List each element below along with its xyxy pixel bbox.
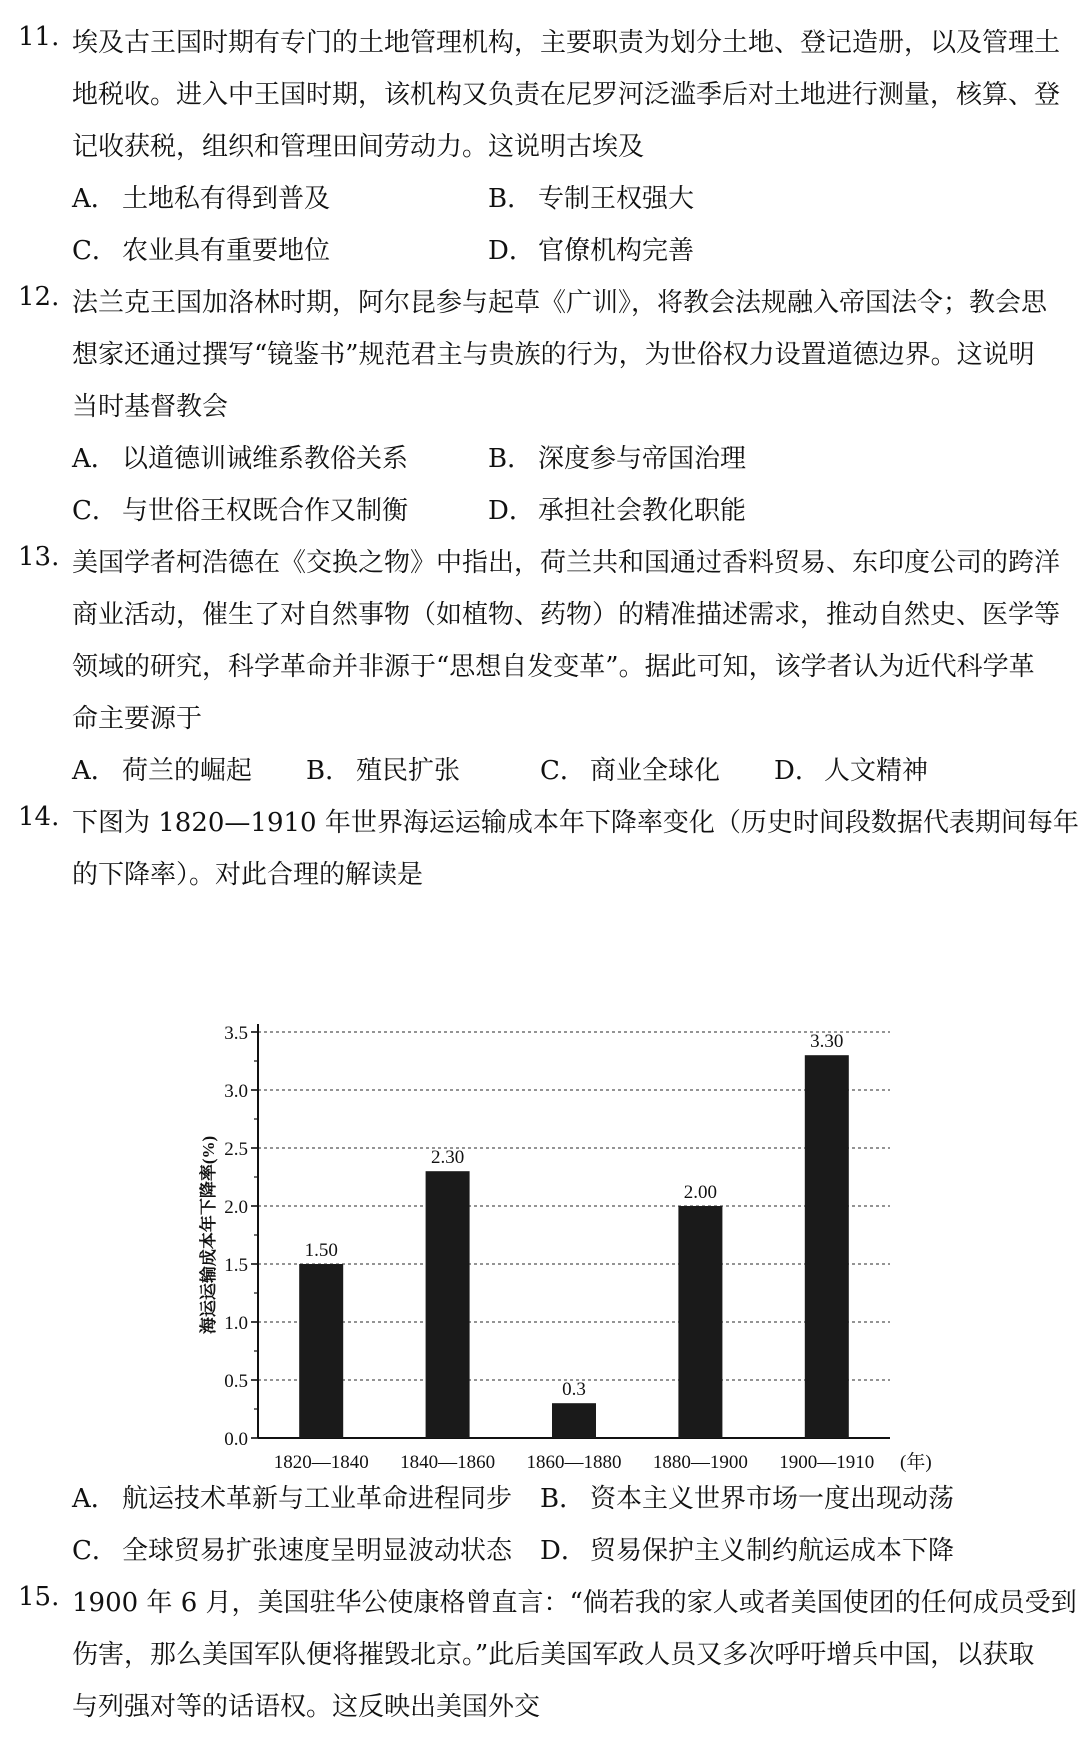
question-stem-line: 与列强对等的话语权。这反映出美国外交: [72, 1692, 541, 1722]
question-stem-line: 1900 年 6 月，美国驻华公使康格曾直言：“倘若我的家人或者美国使团的任何成员受到: [72, 1588, 1077, 1618]
question-stem-line: 命主要源于: [72, 704, 203, 734]
option-c[interactable]: [72, 230, 330, 267]
option-label: D．: [774, 756, 821, 786]
option-d[interactable]: [774, 750, 928, 787]
option-a[interactable]: [72, 1478, 512, 1515]
x-tick-label: 1900—1910: [779, 1452, 875, 1473]
option-label: B．: [540, 1484, 586, 1514]
option-c[interactable]: [72, 1530, 512, 1567]
option-label: B．: [306, 756, 352, 786]
y-tick-label: 0.0: [224, 1429, 248, 1450]
question-number: 15.: [18, 1582, 60, 1612]
option-text: 航运技术革新与工业革命进程同步: [122, 1484, 513, 1514]
option-a[interactable]: [72, 438, 408, 475]
bar-value-label: 0.3: [562, 1379, 586, 1401]
option-label: D．: [488, 236, 535, 266]
question-stem-line: 记收获税，组织和管理田间劳动力。这说明古埃及: [72, 132, 645, 162]
option-d[interactable]: [540, 1530, 954, 1567]
y-axis-title: 海运运输成本年下降率(%): [199, 1135, 218, 1335]
option-text: 人文精神: [824, 756, 929, 786]
y-tick-label: 3.5: [224, 1023, 248, 1044]
option-b[interactable]: [488, 438, 746, 475]
question-number: 14.: [18, 802, 60, 832]
option-b[interactable]: [540, 1478, 954, 1515]
bar: [805, 1055, 849, 1438]
y-tick-label: 0.5: [224, 1371, 248, 1392]
option-text: 专制王权强大: [538, 184, 695, 214]
y-tick-label: 1.5: [224, 1255, 248, 1276]
option-text: 土地私有得到普及: [122, 184, 331, 214]
option-text: 全球贸易扩张速度呈明显波动状态: [122, 1536, 513, 1566]
option-label: C．: [72, 1536, 118, 1566]
option-label: C．: [72, 496, 118, 526]
question-stem-line: 商业活动，催生了对自然事物（如植物、药物）的精准描述需求，推动自然史、医学等: [72, 600, 1061, 630]
x-tick-label: 1880—1900: [652, 1452, 748, 1473]
option-label: D．: [488, 496, 535, 526]
option-c[interactable]: [540, 750, 720, 787]
option-b[interactable]: [306, 750, 460, 787]
option-d[interactable]: [488, 490, 746, 527]
option-text: 官僚机构完善: [538, 236, 695, 266]
option-a[interactable]: [72, 178, 330, 215]
bar-value-label: 2.30: [430, 1147, 465, 1169]
question-stem-line: 下图为 1820—1910 年世界海运运输成本年下降率变化（历史时间段数据代表期间每年: [72, 808, 1079, 838]
option-text: 农业具有重要地位: [122, 236, 331, 266]
option-label: C．: [540, 756, 586, 786]
bar: [426, 1171, 470, 1438]
option-text: 资本主义世界市场一度出现动荡: [590, 1484, 955, 1514]
bar-value-label: 1.50: [304, 1240, 338, 1261]
option-label: A．: [72, 756, 117, 786]
question-number: 13.: [18, 542, 60, 572]
option-c[interactable]: [72, 490, 408, 527]
question-stem-line: 法兰克王国加洛林时期，阿尔昆参与起草《广训》，将教会法规融入帝国法令；教会思: [72, 288, 1048, 318]
axes: [251, 1024, 890, 1438]
option-label: A．: [72, 184, 117, 214]
labels: [198, 1023, 932, 1473]
x-tick-label: 1860—1880: [526, 1452, 622, 1473]
question-stem-line: 地税收。进入中王国时期，该机构又负责在尼罗河泛滥季后对土地进行测量，核算、登: [72, 80, 1061, 110]
question-stem-line: 想家还通过撰写“镜鉴书”规范君主与贵族的行为，为世俗权力设置道德边界。这说明: [72, 340, 1035, 370]
option-text: 承担社会教化职能: [538, 496, 747, 526]
bar-value-label: 3.30: [810, 1031, 844, 1053]
option-text: 殖民扩张: [356, 756, 461, 786]
option-label: B．: [488, 184, 534, 214]
y-tick-label: 2.0: [224, 1197, 248, 1218]
option-d[interactable]: [488, 230, 694, 267]
option-text: 荷兰的崛起: [122, 756, 253, 786]
bars: [299, 1055, 849, 1438]
option-text: 商业全球化: [590, 756, 721, 786]
y-tick-label: 3.0: [224, 1081, 248, 1102]
question-number: 12.: [18, 282, 60, 312]
question-stem-line: 领域的研究，科学革命并非源于“思想自发变革”。据此可知，该学者认为近代科学革: [72, 652, 1035, 682]
option-text: 与世俗王权既合作又制衡: [122, 496, 409, 526]
x-tick-label: 1820—1840: [273, 1452, 369, 1473]
question-stem-line: 的下降率）。对此合理的解读是: [72, 860, 424, 890]
question-stem-line: 埃及古王国时期有专门的土地管理机构，主要职责为划分土地、登记造册，以及管理土: [72, 28, 1061, 58]
question-number: 11.: [18, 22, 60, 52]
option-a[interactable]: [72, 750, 252, 787]
x-unit-label: (年): [900, 1452, 932, 1473]
bar: [678, 1206, 722, 1438]
x-tick-label: 1840—1860: [400, 1452, 496, 1473]
option-label: B．: [488, 444, 534, 474]
option-b[interactable]: [488, 178, 694, 215]
option-label: D．: [540, 1536, 587, 1566]
option-text: 以道德训诫维系教俗关系: [122, 444, 409, 474]
gridlines: [258, 1032, 890, 1380]
option-label: A．: [72, 1484, 117, 1514]
option-label: C．: [72, 236, 118, 266]
option-label: A．: [72, 444, 117, 474]
bar-value-label: 2.00: [683, 1182, 718, 1203]
bar: [552, 1403, 596, 1438]
y-tick-label: 2.5: [224, 1139, 248, 1160]
y-tick-label: 1.0: [224, 1313, 248, 1334]
question-stem-line: 当时基督教会: [72, 392, 229, 422]
question-stem-line: 伤害，那么美国军队便将摧毁北京。”此后美国军政人员又多次呼吁增兵中国，以获取: [72, 1640, 1035, 1670]
question-stem-line: 美国学者柯浩德在《交换之物》中指出，荷兰共和国通过香料贸易、东印度公司的跨洋: [72, 548, 1061, 578]
option-text: 贸易保护主义制约航运成本下降: [590, 1536, 955, 1566]
bar: [299, 1264, 343, 1438]
option-text: 深度参与帝国治理: [538, 444, 747, 474]
